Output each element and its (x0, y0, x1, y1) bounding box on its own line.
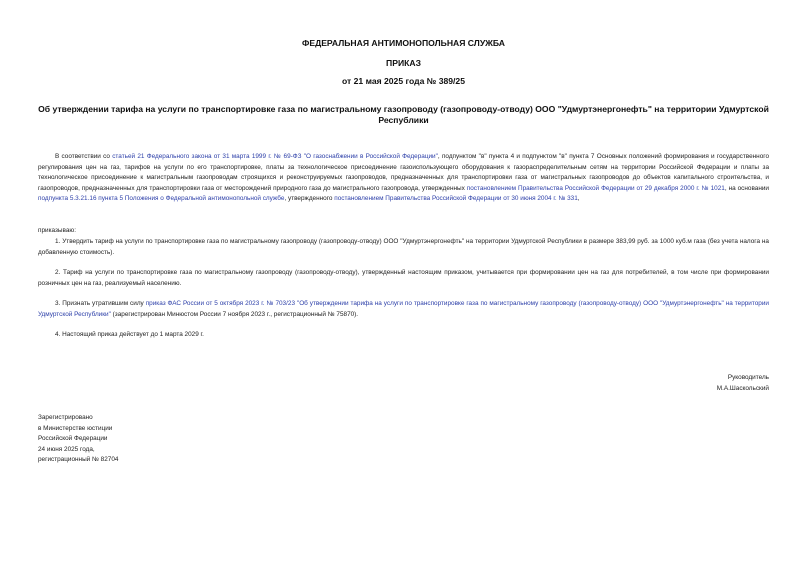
preamble-paragraph (38, 152, 769, 205)
preamble-text: , на основании (724, 184, 769, 192)
law-69-fz-link[interactable]: статьей 21 Федерального закона от 31 марта 1999 г. № 69-ФЗ "О газоснабжении в Российской Федерации" (112, 153, 438, 160)
order-item-3 (38, 299, 769, 320)
order-item-2: 2. Тариф на услуги по транспортировке газа по магистральному газопроводу (газопроводу-отводу), утвержденный настоящим приказом, учитывается при формировании цен на газ для потребителей, в том числе при формировании розничных цен на газ, реализуемый населению. (38, 269, 769, 287)
fas-regulation-link[interactable]: подпункта 5.3.21.16 пункта 5 Положения о Федеральной антимонопольной службе (38, 195, 285, 203)
registration-line: 24 июня 2025 года, (38, 445, 95, 453)
item-3-text: 3. Признать утратившим силу (55, 300, 146, 307)
resolution-1021-link[interactable]: постановлением Правительства Российской Федерации от 29 декабря 2000 г. № 1021 (466, 184, 725, 192)
preamble-text: , утвержденного (284, 195, 335, 203)
fas-order-703-link[interactable]: приказ ФАС России от 5 октября 2023 г. № 703/23 "Об утверждении тарифа на услуги по транспортировке газа по магистральному газопроводу (газопроводу-отводу) ООО "Удмуртэнергонефть" на территории Удмуртской Республики" (38, 300, 769, 318)
order-word: приказываю: (38, 227, 76, 234)
resolution-331-link[interactable]: постановлением Правительства Российской Федерации от 30 июня 2004 г. № 331 (334, 195, 578, 203)
order-item-1: 1. Утвердить тариф на услуги по транспортировке газа по магистральному газопроводу (газопроводу-отводу) ООО "Удмуртэнергонефть" на территории Удмуртской Республики в размере 383,99 руб. за 1000 куб.м газа (без учета налога на добавленную стоимость). (38, 238, 769, 256)
preamble-text: В соответствии со (55, 153, 113, 160)
preamble-text: , (577, 195, 580, 203)
registration-line: Российской Федерации (38, 435, 108, 443)
registration-line: регистрационный № 82704 (38, 456, 119, 464)
document-date-number: от 21 мая 2025 года № 389/25 (342, 76, 465, 86)
signatory-role: Руководитель (727, 374, 769, 381)
signature-block (717, 372, 769, 394)
registration-block (38, 413, 238, 466)
registration-line: в Министерстве юстиции (38, 424, 113, 432)
signatory-name: М.А.Шаскольский (716, 385, 769, 392)
registration-line: Зарегистрировано (38, 414, 93, 421)
document-title: Об утверждении тарифа на услуги по транспортировке газа по магистральному газопроводу (газопроводу-отводу) ООО "Удмуртэнергонефть" на территории Удмуртской Республики (38, 104, 769, 125)
order-item-4: 4. Настоящий приказ действует до 1 марта 2029 г. (55, 331, 204, 338)
document-type: ПРИКАЗ (386, 58, 421, 68)
agency-name: ФЕДЕРАЛЬНАЯ АНТИМОНОПОЛЬНАЯ СЛУЖБА (302, 38, 505, 48)
item-3-text: (зарегистрирован Минюстом России 7 ноября 2023 г., регистрационный № 75870). (110, 310, 359, 318)
preamble-text: , подпунктом "в" пункта 4 и подпунктом "в" пункта 7 Основных положений формирования и государственного регулирования цен на газ, тарифов на услуги по его транспортировке, платы за технологическое присоединение газоиспользующего оборудования к газораспределительным сетям на территории Российской Федерации и платы за технологическое присоединение к магистральным газопроводам строящихся и реконструируемых газопроводов, предназначенных для транспортировки газа от магистральных газопроводов до объектов капитального строительства, и газопроводов, предназначенных для транспортировки газа от месторождений природного газа до магистрального газопровода, утвержденных (38, 153, 770, 192)
